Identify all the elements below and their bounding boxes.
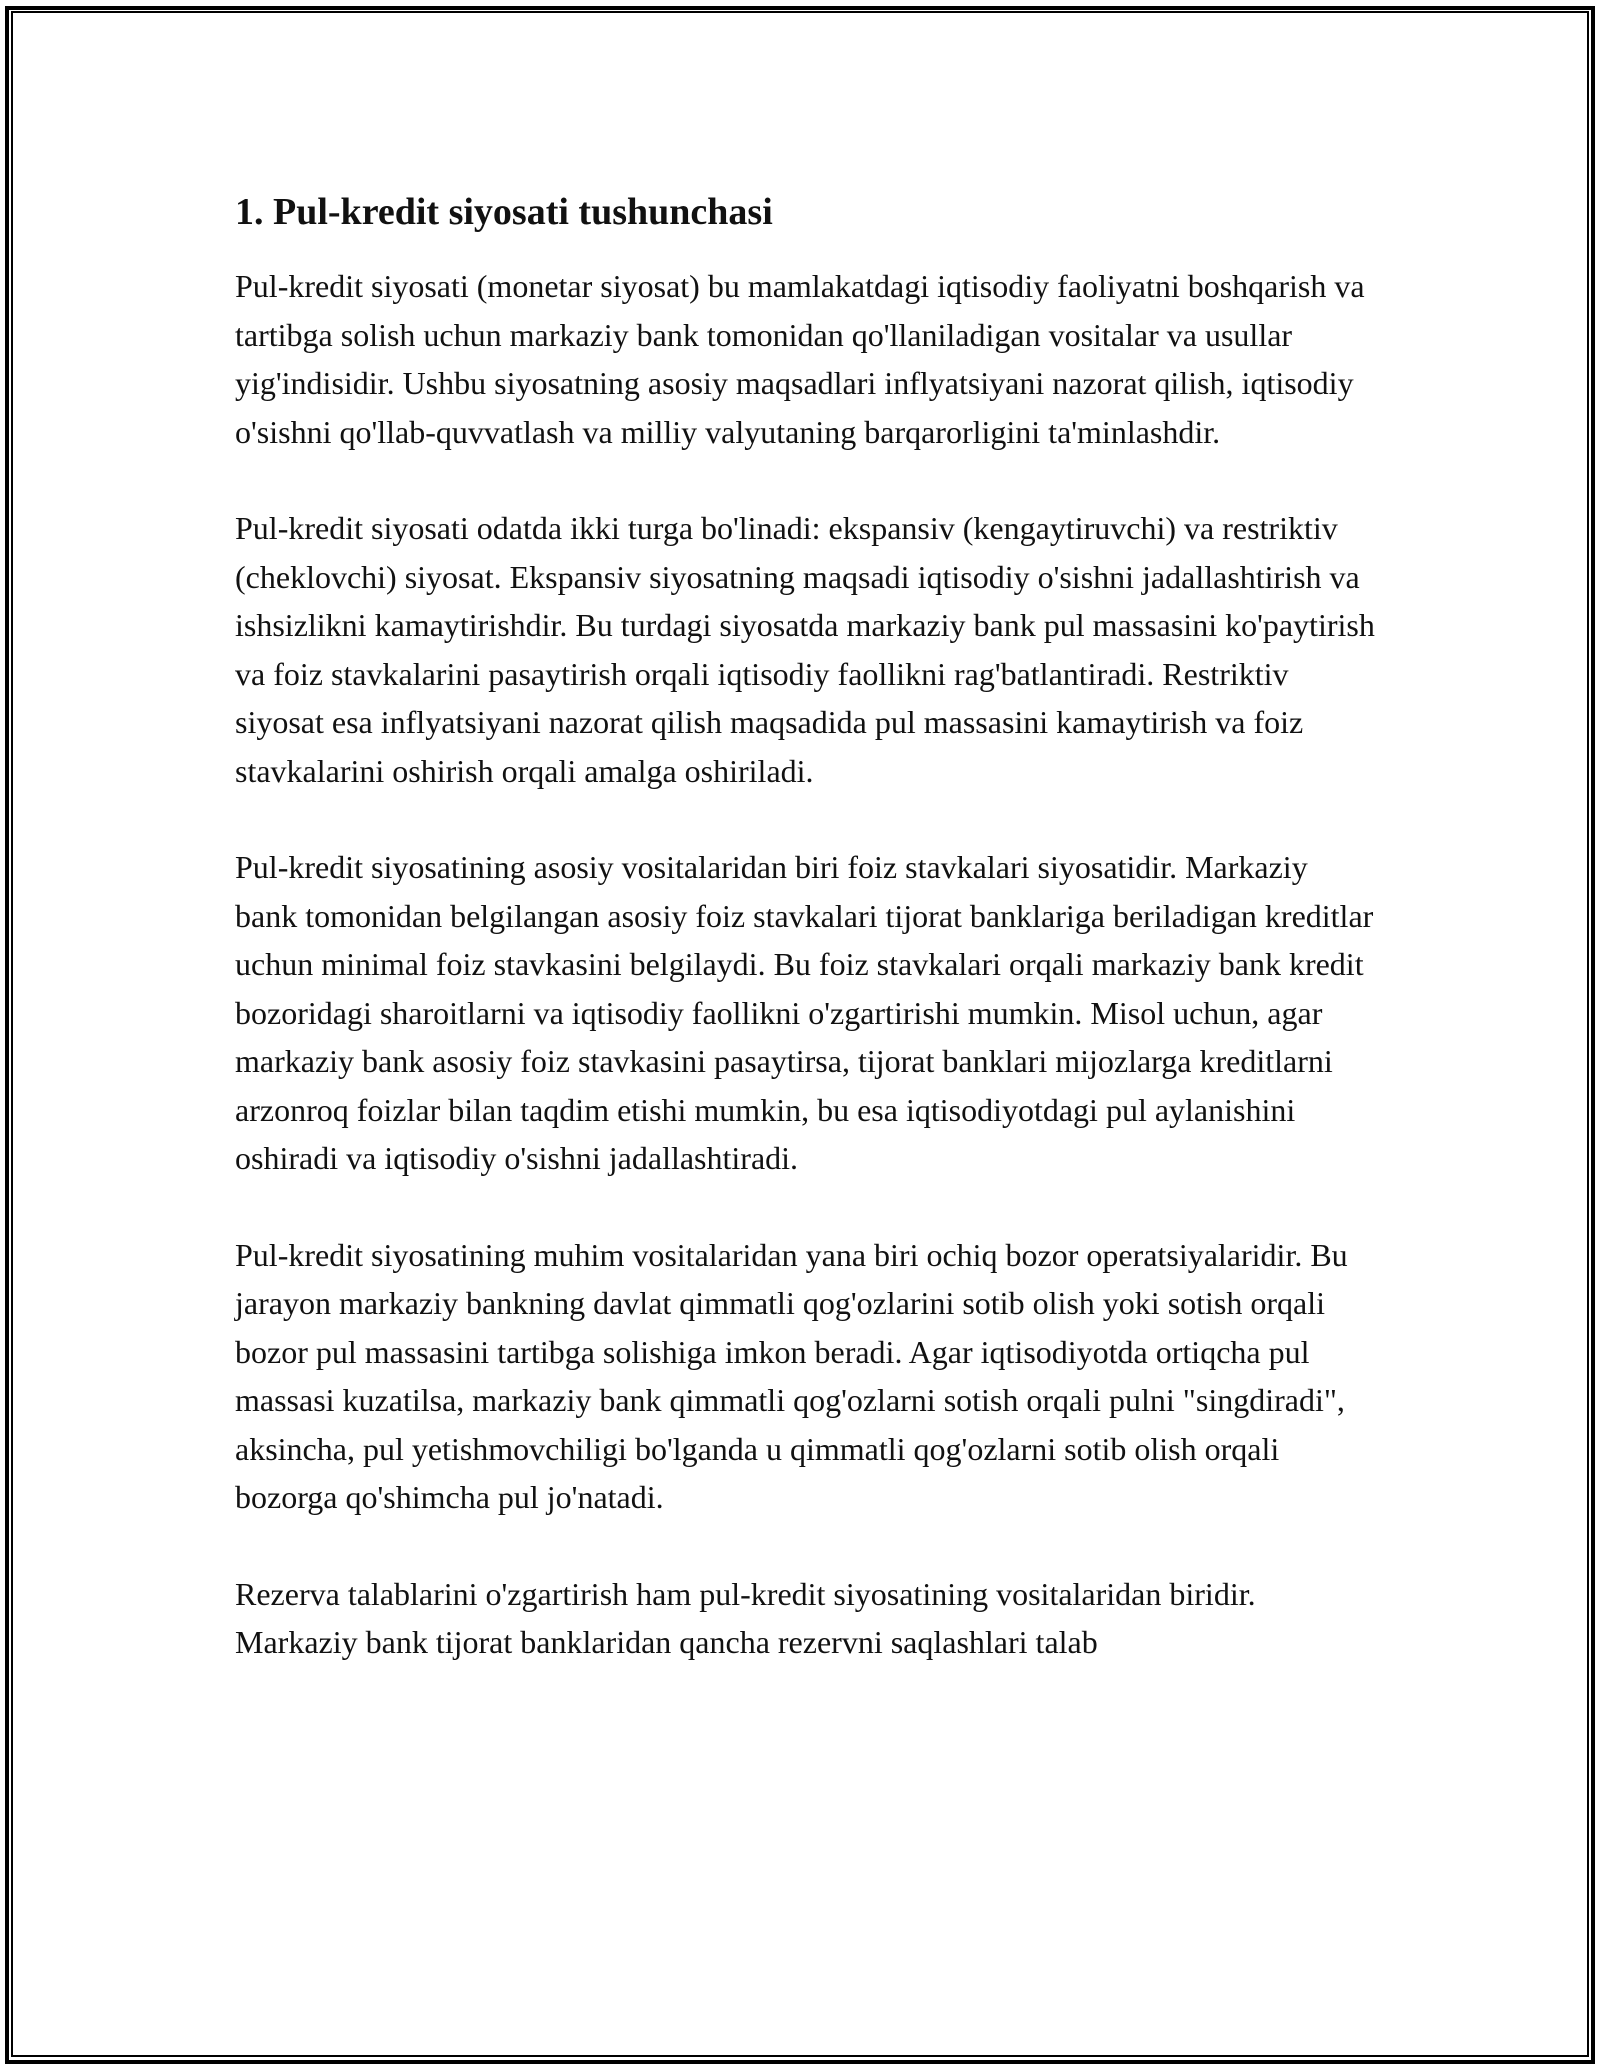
document-body	[235, 180, 1375, 1667]
paragraph-reserve-requirements: Rezerva talablarini o'zgartirish ham pul-kredit siyosatining vositalaridan biridir. Markaziy bank tijorat banklaridan qancha rezervni saqlashlari talab	[235, 1575, 1256, 1660]
section-heading: 1. Pul-kredit siyosati tushunchasi	[235, 191, 773, 233]
paragraph-open-market: Pul-kredit siyosatining muhim vositalaridan yana biri ochiq bozor operatsiyalaridir. Bu jarayon markaziy bankning davlat qimmatli qog'ozlarini sotib olish yoki sotish orqali bozor pul massasini tartibga solishiga imkon beradi. Agar iqtisodiyotda ortiqcha pul massasi kuzatilsa, markaziy bank qimmatli qog'ozlarni sotish orqali pulni "singdiradi", aksincha, pul yetishmovchiligi bo'lganda u qimmatli qog'ozlarni sotib olish orqali bozorga qo'shimcha pul jo'natadi.	[235, 1236, 1348, 1515]
paragraph-policy-types: Pul-kredit siyosati odatda ikki turga bo'linadi: ekspansiv (kengaytiruvchi) va restriktiv (cheklovchi) siyosat. Ekspansiv siyosatning maqsadi iqtisodiy o'sishni jadallashtirish va ishsizlikni kamaytirishdir. Bu turdagi siyosatda markaziy bank pul massasini ko'paytirish va foiz stavkalarini pasaytirish orqali iqtisodiy faollikni rag'batlantiradi. Restriktiv siyosat esa inflyatsiyani nazorat qilish maqsadida pul massasini kamaytirish va foiz stavkalarini oshirish orqali amalga oshiriladi.	[235, 510, 1375, 789]
paragraph-definition: Pul-kredit siyosati (monetar siyosat) bu mamlakatdagi iqtisodiy faoliyatni boshqarish va tartibga solish uchun markaziy bank tomonidan qo'llaniladigan vositalar va usullar yig'indisidir. Ushbu siyosatning asosiy maqsadlari inflyatsiyani nazorat qilish, iqtisodiy o'sishni qo'llab-quvvatlash va milliy valyutaning barqarorligini ta'minlashdir.	[235, 268, 1365, 450]
paragraph-interest-rates: Pul-kredit siyosatining asosiy vositalaridan biri foiz stavkalari siyosatidir. Markaziy bank tomonidan belgilangan asosiy foiz stavkalari tijorat banklariga beriladigan kreditlar uchun minimal foiz stavkasini belgilaydi. Bu foiz stavkalari orqali markaziy bank kredit bozoridagi sharoitlarni va iqtisodiy faollikni o'zgartirishi mumkin. Misol uchun, agar markaziy bank asosiy foiz stavkasini pasaytirsa, tijorat banklari mijozlarga kreditlarni arzonroq foizlar bilan taqdim etishi mumkin, bu esa iqtisodiyotdagi pul aylanishini oshiradi va iqtisodiy o'sishni jadallashtiradi.	[235, 849, 1374, 1176]
